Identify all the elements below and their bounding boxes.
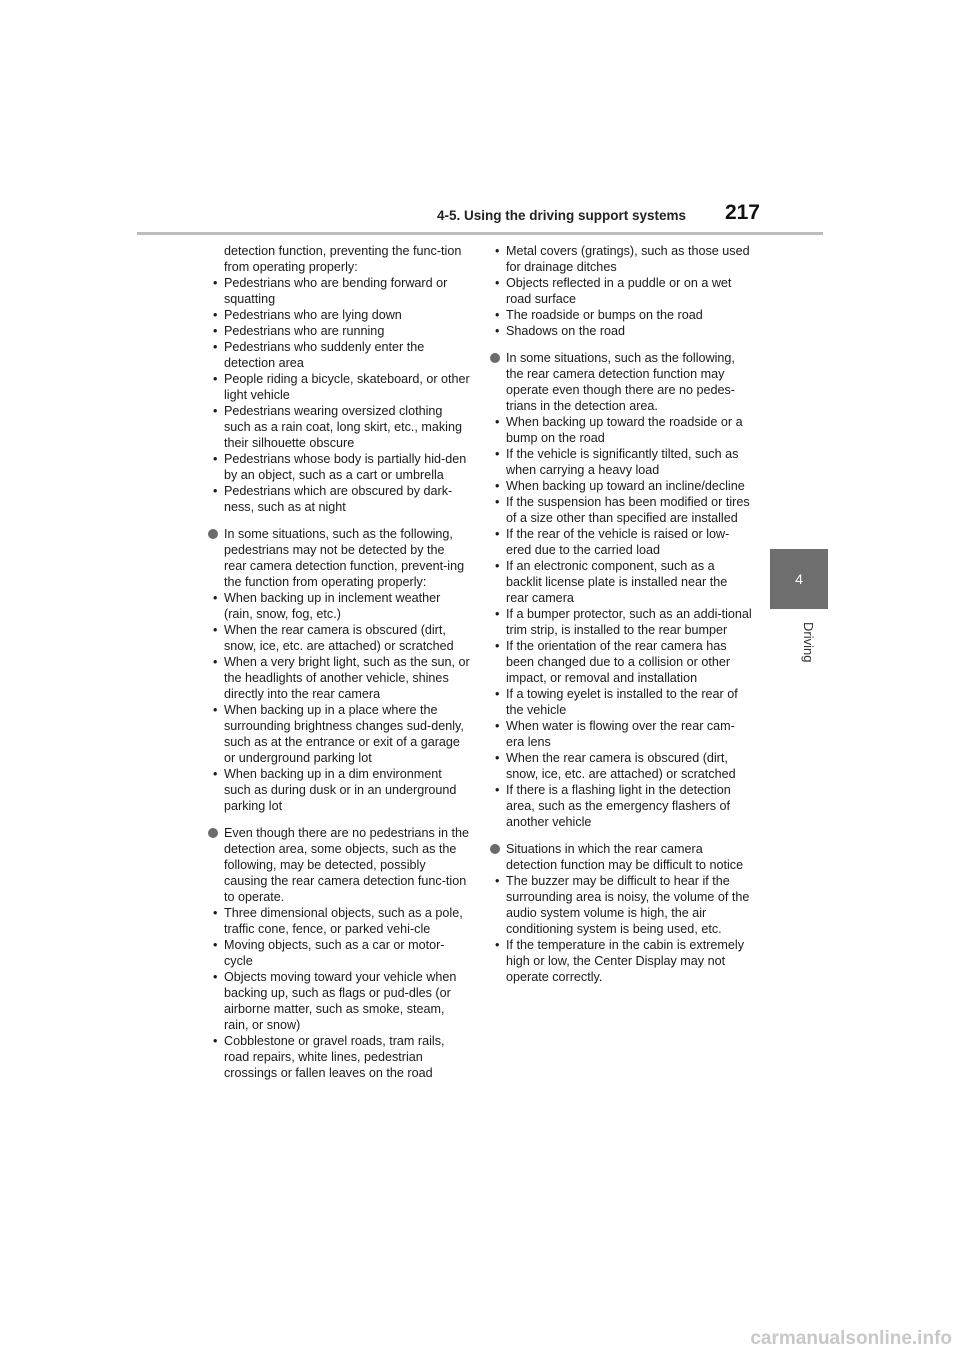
- list-item: • Cobblestone or gravel roads, tram rails, road repairs, white lines, pedestrian crossings or fallen leaves on the road: [213, 1034, 445, 1080]
- list-item: • When the rear camera is obscured (dirt, snow, ice, etc. are attached) or scratched: [213, 623, 454, 653]
- list-item: • When backing up toward an incline/decline: [495, 479, 745, 493]
- list-item: • If there is a flashing light in the detection area, such as the emergency flashers of another vehicle: [495, 783, 731, 829]
- left-continuation: [208, 243, 470, 515]
- list-item: • Objects reflected in a puddle or on a wet road surface: [495, 276, 732, 306]
- right-group-2: [490, 841, 752, 985]
- left-group-2: [208, 825, 470, 1081]
- bullet-circle-icon: [208, 828, 218, 838]
- list-item: • When backing up toward the roadside or a bump on the road: [495, 415, 743, 445]
- list-item: • Pedestrians who are bending forward or squatting: [213, 276, 448, 306]
- list-item: • Metal covers (gratings), such as those used for drainage ditches: [495, 244, 750, 274]
- left-group-1: [208, 526, 470, 814]
- group-heading: Even though there are no pedestrians in the detection area, some objects, such as the following, may be detected, possibly causing the rear camera detection func-tion to operate.: [208, 825, 470, 905]
- right-group-1: [490, 350, 752, 830]
- list-item: • Objects moving toward your vehicle when backing up, such as flags or pud-dles (or airborne matter, such as smoke, steam, rain, or snow): [213, 970, 457, 1032]
- list-item: • When a very bright light, such as the sun, or the headlights of another vehicle, shines directly into the rear camera: [213, 655, 470, 701]
- chapter-tab[interactable]: [770, 549, 828, 609]
- right-column: [490, 243, 752, 985]
- list-item: • When the rear camera is obscured (dirt, snow, ice, etc. are attached) or scratched: [495, 751, 736, 781]
- group-list: [490, 873, 752, 985]
- bullet-circle-icon: [208, 529, 218, 539]
- list-item: • If a towing eyelet is installed to the rear of the vehicle: [495, 687, 738, 717]
- right-continuation: [490, 243, 752, 339]
- group-list: [208, 905, 470, 1081]
- list-item: • Pedestrians who are lying down: [213, 308, 402, 322]
- group-list: [208, 590, 470, 814]
- list-item: • People riding a bicycle, skateboard, or other light vehicle: [213, 372, 470, 402]
- continuation-list: [490, 243, 752, 339]
- header-rule: [137, 232, 823, 235]
- list-item: • Moving objects, such as a car or motor-cycle: [213, 938, 445, 968]
- chapter-number: 4: [795, 571, 803, 587]
- list-item: • Pedestrians wearing oversized clothing such as a rain coat, long skirt, etc., making their silhouette obscure: [213, 404, 462, 450]
- watermark[interactable]: carmanualsonline.info: [750, 1328, 952, 1349]
- list-item: • If the rear of the vehicle is raised or low-ered due to the carried load: [495, 527, 730, 557]
- left-column: [208, 243, 470, 1081]
- group-heading: In some situations, such as the following, pedestrians may not be detected by the rear camera detection function, prevent-ing the function from operating properly:: [208, 526, 470, 590]
- bullet-circle-icon: [490, 844, 500, 854]
- continuation-text: detection function, preventing the func-tion from operating properly:: [224, 244, 462, 274]
- page-number: 217: [724, 201, 760, 224]
- list-item: • Pedestrians whose body is partially hid-den by an object, such as a cart or umbrella: [213, 452, 467, 482]
- list-item: • Shadows on the road: [495, 324, 626, 338]
- section-title: 4-5. Using the driving support systems: [436, 208, 686, 223]
- list-item: • When backing up in a place where the surrounding brightness changes sud-denly, such as at the entrance or exit of a garage or underground parking lot: [213, 703, 464, 765]
- list-item: • If an electronic component, such as a backlit license plate is installed near the rear camera: [495, 559, 728, 605]
- list-item: • When backing up in inclement weather (rain, snow, fog, etc.): [213, 591, 441, 621]
- group-heading: In some situations, such as the following, the rear camera detection function may operate even though there are no pedes-trians in the detection area.: [490, 350, 752, 414]
- continuation-list: [208, 275, 470, 515]
- list-item: • When water is flowing over the rear cam-era lens: [495, 719, 735, 749]
- group-heading: Situations in which the rear camera detection function may be difficult to notice: [490, 841, 752, 873]
- list-item: • Pedestrians which are obscured by dark-ness, such as at night: [213, 484, 453, 514]
- chapter-label: Driving: [801, 622, 816, 663]
- list-item: • When backing up in a dim environment such as during dusk or in an underground parking lot: [213, 767, 457, 813]
- list-item: • If the vehicle is significantly tilted, such as when carrying a heavy load: [495, 447, 739, 477]
- bullet-circle-icon: [490, 353, 500, 363]
- list-item: • Pedestrians who suddenly enter the detection area: [213, 340, 425, 370]
- group-list: [490, 414, 752, 830]
- list-item: • If the suspension has been modified or tires of a size other than specified are installed: [495, 495, 750, 525]
- list-item: • The buzzer may be difficult to hear if the surrounding area is noisy, the volume of the audio system volume is high, the air conditioning system is being used, etc.: [495, 874, 750, 936]
- list-item: • If a bumper protector, such as an addi-tional trim strip, is installed to the rear bumper: [495, 607, 752, 637]
- list-item: • If the temperature in the cabin is extremely high or low, the Center Display may not operate correctly.: [495, 938, 744, 984]
- list-item: • Three dimensional objects, such as a pole, traffic cone, fence, or parked vehi-cle: [213, 906, 463, 936]
- list-item: • The roadside or bumps on the road: [495, 308, 703, 322]
- list-item: • If the orientation of the rear camera has been changed due to a collision or other impact, or removal and installation: [495, 639, 731, 685]
- list-item: • Pedestrians who are running: [213, 324, 385, 338]
